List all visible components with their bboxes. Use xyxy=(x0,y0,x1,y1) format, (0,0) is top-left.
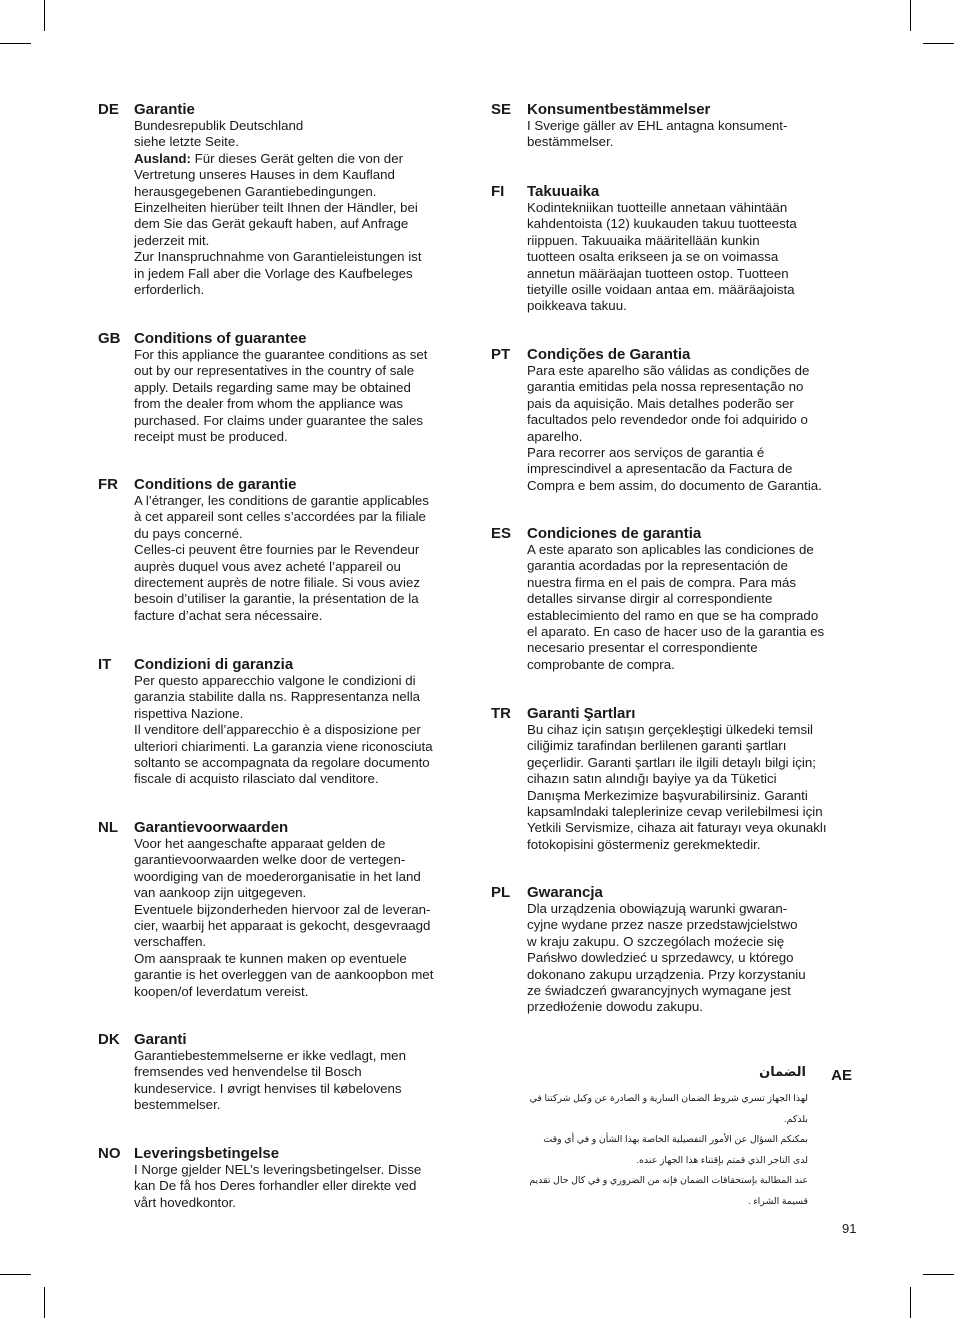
body-line-text: kundeservice. I øvrigt henvises til købelovens xyxy=(134,1080,402,1096)
body-line xyxy=(134,852,433,868)
section-title: Condições de Garantia xyxy=(527,346,691,363)
language-code: ES xyxy=(491,525,512,542)
crop-mark xyxy=(910,0,911,31)
body-line xyxy=(527,591,824,607)
body-line-text: establecimiento del ramo en que se ha comprado xyxy=(527,607,819,623)
body-line: لهذا الجهاز تسري شروط الضمان السارية و الصادرة عن وكيل شركتنا في xyxy=(529,1092,808,1103)
section-title: الضمان xyxy=(759,1064,806,1079)
body-line xyxy=(134,429,427,445)
body-line xyxy=(134,575,429,591)
crop-mark xyxy=(0,43,31,44)
body-line xyxy=(527,461,822,477)
section-title: Conditions de garantie xyxy=(134,476,297,493)
crop-mark xyxy=(44,0,45,31)
language-code: AE xyxy=(831,1067,852,1084)
body-line-text: auprès duquel vous avez acheté l’appareil ou xyxy=(134,558,401,574)
body-line-text: garantia acordadas por la representación de xyxy=(527,558,788,574)
body-line-text: rispettiva Nazione. xyxy=(134,705,244,721)
section-body xyxy=(527,363,822,494)
section-title: Garanti Şartları xyxy=(527,705,636,722)
body-line-text: garantie is het overleggen van de aankoopbon met xyxy=(134,967,434,983)
body-line xyxy=(134,689,433,705)
body-line: بلدكم. xyxy=(784,1112,808,1124)
body-line-text: ze świadczeń gwarancyjnych wymagane jest xyxy=(527,983,791,999)
body-line xyxy=(134,608,429,624)
body-line xyxy=(134,413,427,429)
body-line xyxy=(134,739,433,755)
body-line xyxy=(527,558,824,574)
body-line-text: pais da aquisição. Mais detalhes poderão ser xyxy=(527,395,794,411)
body-line xyxy=(134,542,429,558)
language-code: PL xyxy=(491,884,511,901)
body-line xyxy=(134,526,429,542)
body-line-text: I Norge gjelder NEL’s leveringsbetingelser. Disse xyxy=(134,1162,422,1177)
body-line-text: garantia emitidas pela nossa representação no xyxy=(527,379,804,395)
body-line-text: bestämmelser. xyxy=(527,134,614,150)
body-line xyxy=(527,445,822,461)
body-line-text: woordiging van de moederorganisatie in het land xyxy=(134,868,421,884)
body-line-text: Para recorrer aos serviços de garantia é xyxy=(527,445,765,461)
section-title: Garantievoorwaarden xyxy=(134,819,289,836)
body-line xyxy=(527,134,787,150)
section-title: Condizioni di garanzia xyxy=(134,656,294,673)
body-line-text: cihazın satın alındığı bayiye ya da Tüketici xyxy=(527,771,777,787)
body-line xyxy=(134,918,433,934)
body-line xyxy=(134,951,433,967)
body-line-text: tuotteen osalta erikseen ja se on voimassa xyxy=(527,249,779,265)
body-line-text: garanzia stabilite dalla ns. Rappresentanza nella xyxy=(134,689,421,705)
body-line xyxy=(527,396,822,412)
body-line-text: Vertretung unseres Hauses in dem Kaufland xyxy=(134,167,395,183)
body-line-text: el aparato. En caso de hacer uso de la garantia es xyxy=(527,624,825,640)
body-line-text: cier, waarbij het apparaat is gekocht, desgevraagd xyxy=(134,918,431,934)
body-line xyxy=(527,804,827,820)
body-line xyxy=(134,509,429,525)
body-line xyxy=(134,706,433,722)
body-line xyxy=(527,249,797,265)
body-line xyxy=(527,118,787,134)
body-line-text: siehe letzte Seite. xyxy=(134,134,239,150)
body-line xyxy=(527,608,824,624)
section-body xyxy=(134,1162,421,1211)
body-line-text: du pays concerné. xyxy=(134,525,243,541)
body-line-text: detalles sirvanse dirgir al correspondiente xyxy=(527,591,773,607)
body-line xyxy=(527,788,827,804)
body-line xyxy=(527,934,806,950)
body-line xyxy=(134,216,422,232)
body-line xyxy=(134,885,433,901)
body-line xyxy=(134,967,433,983)
body-line xyxy=(134,233,422,249)
section-body xyxy=(527,200,797,315)
body-line xyxy=(527,379,822,395)
language-code: DE xyxy=(98,101,119,118)
body-line xyxy=(527,266,797,282)
section-body xyxy=(529,1088,808,1212)
body-line xyxy=(527,542,824,558)
body-line-text: Para este aparelho são válidas as condições de xyxy=(527,363,810,378)
body-line xyxy=(134,755,433,771)
body-line-text: For this appliance the guarantee conditions as set xyxy=(134,347,428,362)
body-line xyxy=(527,837,827,853)
body-line-text: kapsamlndaki taleplerinize cevap verilebilmesi için xyxy=(527,804,823,820)
body-line xyxy=(134,249,422,265)
body-line xyxy=(134,1048,406,1064)
body-line-text: à cet appareil sont celles s’accordées par la filiale xyxy=(134,509,426,525)
body-line xyxy=(134,118,422,134)
section-title: Garantie xyxy=(134,101,195,118)
language-code: DK xyxy=(98,1031,120,1048)
body-line xyxy=(134,1097,406,1113)
language-code: FI xyxy=(491,183,505,200)
section-body xyxy=(134,118,422,298)
body-line xyxy=(134,396,427,412)
section-body xyxy=(134,1048,406,1114)
body-line: قسيمة الشراء . xyxy=(748,1194,808,1206)
body-line-text: kan De få hos Deres forhandler eller direkte ved xyxy=(134,1178,417,1194)
body-line: بمكنكم السؤال عن الأمور التفصيلية الخاصة بهذا الشأن و في أي وقت xyxy=(543,1133,808,1145)
crop-mark xyxy=(923,1274,954,1275)
body-line xyxy=(134,591,429,607)
body-line xyxy=(527,363,822,379)
section-body xyxy=(527,901,806,1016)
body-line xyxy=(527,298,797,314)
crop-mark xyxy=(910,1287,911,1318)
body-line xyxy=(134,1064,406,1080)
body-line: لدى التاجر الذي قمتم بإقتناء هذا الجهاز عنده. xyxy=(636,1153,808,1165)
body-line xyxy=(134,673,433,689)
body-line xyxy=(527,820,827,836)
body-line-text: in jedem Fall aber die Vorlage des Kaufbeleges xyxy=(134,265,413,281)
body-line xyxy=(134,984,433,1000)
body-line xyxy=(134,167,422,183)
section-body xyxy=(134,673,433,788)
body-line xyxy=(527,999,806,1015)
section-title: Leveringsbetingelse xyxy=(134,1145,280,1162)
body-line xyxy=(134,902,433,918)
body-line-text: Zur Inanspruchnahme von Garantieleistungen ist xyxy=(134,249,422,265)
body-line-text: annetun määräajan tuotteen ostop. Tuotteen xyxy=(527,265,789,281)
body-line-text: purchased. For claims under guarantee the sales xyxy=(134,412,423,428)
section-body xyxy=(134,347,427,445)
body-line-text: Danışma Merkezimize başvurabilirsiniz. Garanti xyxy=(527,787,808,803)
body-line-text: Yetkili Servismize, cihaza ait faturayı veya okunaklı xyxy=(527,820,827,836)
body-line-text: geçerlidir. Garanti şartları ile ilgili detaylı bilgi için; xyxy=(527,754,816,770)
body-line-text: Om aanspraak te kunnen maken op eventuele xyxy=(134,950,407,966)
body-line-text: fremsendes ved henvendelse til Bosch xyxy=(134,1064,362,1080)
body-line-text: van aankoop zijn uitgegeven. xyxy=(134,885,307,901)
body-line-text: imprescindivel a apresentacão da Factura de xyxy=(527,461,793,477)
body-line-text: out by our representatives in the country of sale xyxy=(134,363,415,379)
section-title: Gwarancja xyxy=(527,884,603,901)
body-line-text: apply. Details regarding same may be obtained xyxy=(134,379,411,395)
body-line-text: herausgegebenen Garantiebedingungen. xyxy=(134,183,377,199)
body-line xyxy=(134,200,422,216)
body-line-text: dem Sie das Gerät gekauft haben, auf Anfrage xyxy=(134,216,409,232)
body-line-text: Dla urządzenia obowiązują warunki gwaran- xyxy=(527,901,788,916)
body-line xyxy=(134,1162,421,1178)
body-line-text: Voor het aangeschafte apparaat gelden de xyxy=(134,836,386,851)
body-line-text: Garantiebestemmelserne er ikke vedlagt, men xyxy=(134,1048,406,1063)
body-line-text: from the dealer from whom the appliance was xyxy=(134,396,404,412)
body-line xyxy=(527,722,827,738)
section-body xyxy=(527,722,827,853)
body-line xyxy=(527,950,806,966)
language-code: PT xyxy=(491,346,511,363)
body-line-text: Per questo apparecchio valgone le condizioni di xyxy=(134,673,416,688)
body-line xyxy=(527,624,824,640)
body-line-text: comprobante de compra. xyxy=(527,656,675,672)
body-line-text: aparelho. xyxy=(527,428,583,444)
body-line-text: A este aparato son aplicables las condiciones de xyxy=(527,542,814,557)
body-line-text: dokonano zakupu urządzenia. Przy korzystaniu xyxy=(527,966,806,982)
body-line-text: facultados pelo revendedor onde foi adquirido o xyxy=(527,412,808,428)
body-line-text: facture d’achat sera nécessaire. xyxy=(134,607,323,623)
body-line-text: garantievoorwaarden welke door de vertegen- xyxy=(134,852,406,868)
body-line-text: Pańsłwo dowledzieć u sprzedawcy, u którego xyxy=(527,950,794,966)
body-line xyxy=(527,755,827,771)
body-line xyxy=(527,640,824,656)
body-line xyxy=(134,934,433,950)
body-line-text: nuestra firma en el pais de compra. Para más xyxy=(527,574,797,590)
body-line xyxy=(527,200,797,216)
body-line-text: Für dieses Gerät gelten die von der xyxy=(190,150,404,166)
body-line-text: riippuen. Takuuaika määritellään kunkin xyxy=(527,232,760,248)
body-line xyxy=(134,493,429,509)
body-line xyxy=(134,836,433,852)
body-line xyxy=(134,559,429,575)
body-line-text: Einzelheiten hierüber teilt Ihnen der Händler, bei xyxy=(134,200,418,216)
body-line-text: cyjne wydane przez nasze przedstawjcielstwo xyxy=(527,917,798,933)
section-title: Takuuaika xyxy=(527,183,600,200)
body-line-text: verschaffen. xyxy=(134,934,207,950)
body-line xyxy=(527,771,827,787)
body-line xyxy=(527,282,797,298)
body-line xyxy=(527,233,797,249)
body-line xyxy=(527,967,806,983)
body-line-text: w kraju zakupu. O szczególach moźecie się xyxy=(527,933,785,949)
language-code: TR xyxy=(491,705,511,722)
body-line xyxy=(527,901,806,917)
body-line xyxy=(134,151,422,167)
body-line xyxy=(134,1081,406,1097)
language-code: FR xyxy=(98,476,118,493)
body-line-text: erforderlich. xyxy=(134,282,205,298)
body-line xyxy=(527,575,824,591)
body-line xyxy=(134,1178,421,1194)
body-line xyxy=(134,134,422,150)
body-line xyxy=(527,429,822,445)
body-line-text: besoin d’utiliser la garantie, la présentation de la xyxy=(134,591,419,607)
body-line-text: fotokopisini göstermeniz gerekmektedir. xyxy=(527,836,761,852)
body-line: عند المطالبة بإستحقاقات الضمان فإنه من الضروري و في كال حال تقديم xyxy=(529,1174,808,1186)
body-line xyxy=(527,478,822,494)
body-line xyxy=(134,869,433,885)
body-line-text: tietyille osille voidaan antaa em. määräajoista xyxy=(527,282,795,298)
body-line xyxy=(527,657,824,673)
body-line xyxy=(527,983,806,999)
body-line-text: Compra e bem assim, do documento de Garantia. xyxy=(527,477,822,493)
body-line-text: Bu cihaz için satışın gerçekleştigi ülkedeki temsil xyxy=(527,722,814,737)
body-line xyxy=(134,282,422,298)
body-line xyxy=(134,722,433,738)
body-line-text: ciliğimiz tarafindan berlilenen garanti şartları xyxy=(527,738,787,754)
section-title: Condiciones de garantia xyxy=(527,525,702,542)
body-line-text: poikkeava takuu. xyxy=(527,298,627,314)
body-line-text: przedłoźenie dowodu zakupu. xyxy=(527,999,703,1015)
body-line xyxy=(134,363,427,379)
body-line-text: Kodintekniikan tuotteille annetaan vähintään xyxy=(527,200,788,215)
body-line-text: directement auprès de notre filiale. Si vous aviez xyxy=(134,575,421,591)
section-body xyxy=(527,118,787,151)
crop-mark xyxy=(923,43,954,44)
body-line-text: Celles-ci peuvent être fournies par le Revendeur xyxy=(134,542,420,558)
body-line xyxy=(527,738,827,754)
body-line xyxy=(134,1195,421,1211)
language-code: GB xyxy=(98,330,121,347)
body-line-text: bestemmelser. xyxy=(134,1097,221,1113)
body-line-text: koopen/of leverdatum vereist. xyxy=(134,983,309,999)
body-line-text: Il venditore dell’apparecchio è a disposizione per xyxy=(134,722,421,738)
body-line xyxy=(527,412,822,428)
body-line xyxy=(134,771,433,787)
body-line-text: necesario presentar el correspondiente xyxy=(527,640,758,656)
body-line-text: ulteriori chiarimenti. La garanzia viene riconosciuta xyxy=(134,738,433,754)
section-title: Garanti xyxy=(134,1031,187,1048)
language-code: SE xyxy=(491,101,512,118)
section-title: Konsumentbestämmelser xyxy=(527,101,711,118)
section-body xyxy=(134,493,429,624)
body-line-text: vårt hovedkontor. xyxy=(134,1194,237,1210)
language-code: NO xyxy=(98,1145,121,1162)
body-line-text: A l’étranger, les conditions de garantie applicables xyxy=(134,493,429,508)
body-line xyxy=(134,266,422,282)
section-body xyxy=(134,836,433,1000)
body-line-text: Bundesrepublik Deutschland xyxy=(134,118,304,133)
section-body xyxy=(527,542,824,673)
body-line xyxy=(134,347,427,363)
body-line-text: receipt must be produced. xyxy=(134,429,288,445)
body-line xyxy=(134,380,427,396)
body-line-text: soltanto se accompagnata da regolare documento xyxy=(134,755,430,771)
body-line xyxy=(527,917,806,933)
crop-mark xyxy=(44,1287,45,1318)
body-line-text: jederzeit mit. xyxy=(134,232,210,248)
body-line xyxy=(527,216,797,232)
body-line-text: I Sverige gäller av EHL antagna konsument- xyxy=(527,118,788,133)
body-line-text: kahdentoista (12) kuukauden takuu tuotteesta xyxy=(527,216,797,232)
body-line-text: Eventuele bijzonderheden hiervoor zal de leveran- xyxy=(134,901,431,917)
body-line xyxy=(134,184,422,200)
body-line-lead: Ausland: xyxy=(134,150,191,166)
crop-mark xyxy=(0,1274,31,1275)
page-number: 91 xyxy=(842,1221,857,1236)
body-line-text: fiscale di acquisto rilasciato dal venditore. xyxy=(134,771,379,787)
language-code: IT xyxy=(98,656,112,673)
language-code: NL xyxy=(98,819,118,836)
section-title: Conditions of guarantee xyxy=(134,330,307,347)
